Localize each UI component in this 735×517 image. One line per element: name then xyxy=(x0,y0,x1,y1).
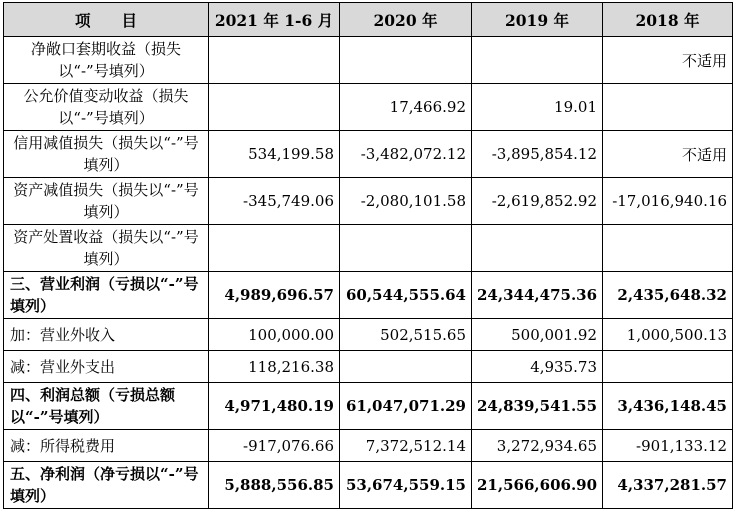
table-header-row xyxy=(4,3,733,37)
header-item: 项 目 xyxy=(4,3,209,37)
cell-2021h1: -917,076.66 xyxy=(209,430,340,462)
cell-2019 xyxy=(472,37,603,84)
header-2021h1: 2021 年 1-6 月 xyxy=(209,3,340,37)
cell-2018: 2,435,648.32 xyxy=(603,272,733,319)
cell-2019: 3,272,934.65 xyxy=(472,430,603,462)
header-2019: 2019 年 xyxy=(472,3,603,37)
cell-2020: 61,047,071.29 xyxy=(340,383,472,430)
cell-2018: 1,000,500.13 xyxy=(603,319,733,351)
cell-2020: 60,544,555.64 xyxy=(340,272,472,319)
cell-2019: 4,935.73 xyxy=(472,351,603,383)
table-row xyxy=(4,430,733,462)
cell-2020: 7,372,512.14 xyxy=(340,430,472,462)
cell-2018: 4,337,281.57 xyxy=(603,462,733,509)
cell-2020: 17,466.92 xyxy=(340,84,472,131)
cell-2021h1: 100,000.00 xyxy=(209,319,340,351)
table-row xyxy=(4,37,733,84)
cell-2018 xyxy=(603,351,733,383)
cell-2019: 500,001.92 xyxy=(472,319,603,351)
cell-2019: 19.01 xyxy=(472,84,603,131)
row-label: 资产处置收益（损失以“-”号填列） xyxy=(4,225,209,272)
cell-2018: 不适用 xyxy=(603,37,733,84)
cell-2019: 24,839,541.55 xyxy=(472,383,603,430)
table-row xyxy=(4,131,733,178)
cell-2018 xyxy=(603,84,733,131)
row-label: 四、利润总额（亏损总额以“-”号填列） xyxy=(4,383,209,430)
row-label: 加：营业外收入 xyxy=(4,319,209,351)
cell-2021h1: 4,989,696.57 xyxy=(209,272,340,319)
cell-2018 xyxy=(603,225,733,272)
cell-2021h1: 534,199.58 xyxy=(209,131,340,178)
cell-2020: 53,674,559.15 xyxy=(340,462,472,509)
cell-2019: 24,344,475.36 xyxy=(472,272,603,319)
header-2020: 2020 年 xyxy=(340,3,472,37)
cell-2019: 21,566,606.90 xyxy=(472,462,603,509)
table-row xyxy=(4,319,733,351)
table-row xyxy=(4,84,733,131)
row-label: 净敞口套期收益（损失以“-”号填列） xyxy=(4,37,209,84)
cell-2018: 3,436,148.45 xyxy=(603,383,733,430)
table-row xyxy=(4,351,733,383)
cell-2021h1 xyxy=(209,225,340,272)
cell-2021h1: 4,971,480.19 xyxy=(209,383,340,430)
row-label: 信用减值损失（损失以“-”号填列） xyxy=(4,131,209,178)
cell-2019 xyxy=(472,225,603,272)
cell-2021h1: 5,888,556.85 xyxy=(209,462,340,509)
cell-2018: -17,016,940.16 xyxy=(603,178,733,225)
cell-2020 xyxy=(340,37,472,84)
cell-2019: -2,619,852.92 xyxy=(472,178,603,225)
table-row xyxy=(4,225,733,272)
table-row-subtotal xyxy=(4,272,733,319)
cell-2021h1 xyxy=(209,37,340,84)
header-2018: 2018 年 xyxy=(603,3,733,37)
row-label: 公允价值变动收益（损失以“-”号填列） xyxy=(4,84,209,131)
cell-2021h1 xyxy=(209,84,340,131)
cell-2019: -3,895,854.12 xyxy=(472,131,603,178)
table-row-subtotal xyxy=(4,462,733,509)
cell-2018: 不适用 xyxy=(603,131,733,178)
table-row-subtotal xyxy=(4,383,733,430)
cell-2021h1: -345,749.06 xyxy=(209,178,340,225)
row-label: 三、营业利润（亏损以“-”号填列） xyxy=(4,272,209,319)
table-row xyxy=(4,178,733,225)
cell-2020 xyxy=(340,225,472,272)
row-label: 减：所得税费用 xyxy=(4,430,209,462)
cell-2021h1: 118,216.38 xyxy=(209,351,340,383)
row-label: 资产减值损失（损失以“-”号填列） xyxy=(4,178,209,225)
cell-2020: -2,080,101.58 xyxy=(340,178,472,225)
cell-2020: 502,515.65 xyxy=(340,319,472,351)
income-statement-table xyxy=(3,2,733,509)
row-label: 五、净利润（净亏损以“-”号填列） xyxy=(4,462,209,509)
row-label: 减：营业外支出 xyxy=(4,351,209,383)
cell-2018: -901,133.12 xyxy=(603,430,733,462)
cell-2020 xyxy=(340,351,472,383)
cell-2020: -3,482,072.12 xyxy=(340,131,472,178)
